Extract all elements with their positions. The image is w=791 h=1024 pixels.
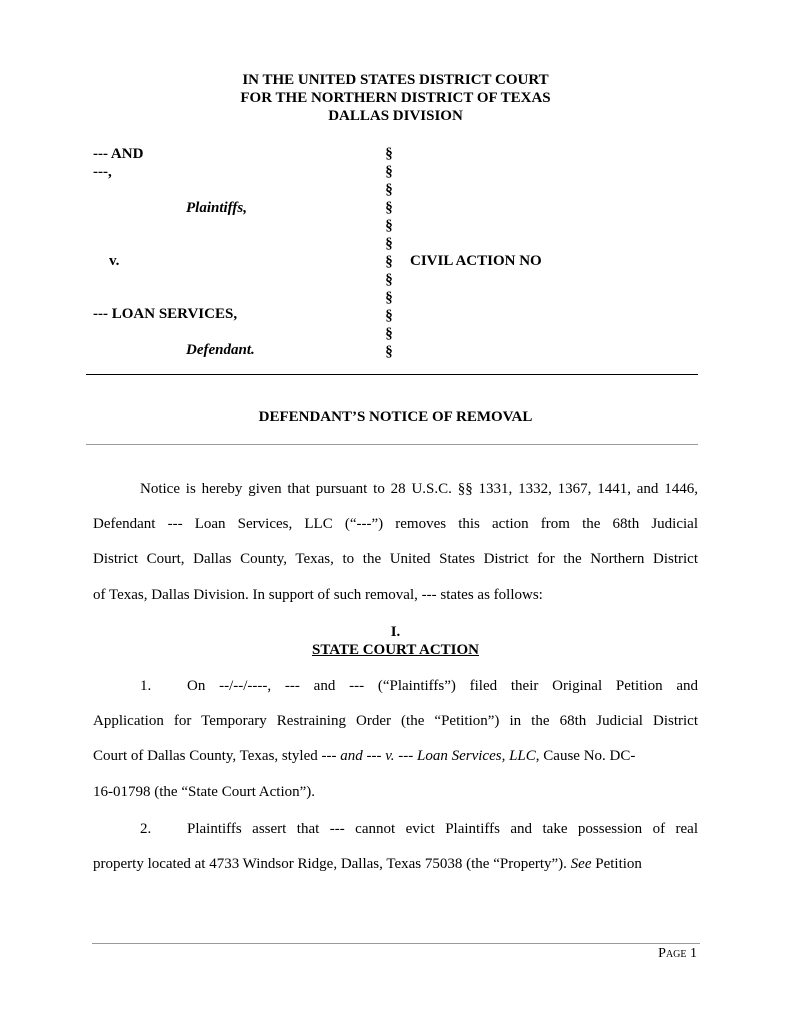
intro-line-1: Notice is hereby given that pursuant to 28 U.S.C. §§ 1331, 1332, 1367, 1441, and 1446, — [140, 481, 698, 497]
section-symbol: § — [385, 254, 393, 270]
section-symbol-column — [382, 145, 396, 361]
court-header-line3: DALLAS DIVISION — [328, 108, 463, 124]
document-title: DEFENDANT’S NOTICE OF REMOVAL — [258, 409, 533, 425]
section-symbol: § — [385, 200, 393, 216]
para2-line-2-c: Petition — [591, 856, 642, 872]
case-style: and --- v. --- Loan Services, LLC — [340, 748, 536, 764]
versus: v. — [109, 253, 120, 269]
section-heading-text: STATE COURT ACTION — [311, 642, 479, 658]
title-divider — [86, 444, 698, 445]
caption-divider — [86, 374, 698, 375]
section-symbol: § — [385, 146, 393, 162]
page-footer — [658, 946, 697, 962]
para1-line-1: On --/--/----, --- and --- (“Plaintiffs”) filed their Original Petition and — [187, 678, 698, 694]
court-header — [0, 71, 791, 125]
para1-number: 1. — [140, 678, 152, 694]
para2-line-2-a: property located at 4733 Windsor Ridge, Dallas, Texas 75038 (the “Property”). — [93, 856, 571, 872]
para2-line-2 — [93, 854, 698, 874]
para1-line-3 — [93, 746, 698, 766]
plaintiffs-label: Plaintiffs, — [186, 200, 247, 216]
page-number: 1 — [690, 946, 697, 961]
plaintiff-name-2: ---, — [93, 164, 112, 180]
section-symbol: § — [385, 164, 393, 180]
see-signal: See — [570, 856, 592, 872]
para1-line-2: Application for Temporary Restraining Order (the “Petition”) in the 68th Judicial District — [93, 713, 698, 729]
para2-line-1: Plaintiffs assert that --- cannot evict Plaintiffs and take possession of real — [187, 821, 698, 837]
footer-divider — [92, 943, 700, 944]
section-symbol: § — [385, 326, 393, 342]
section-symbol: § — [385, 236, 393, 252]
para1-line-3-c: , Cause No. DC- — [535, 748, 636, 764]
para1-line-4: 16-01798 (the “State Court Action”). — [93, 784, 316, 800]
section-numeral: I. — [390, 624, 401, 640]
section-symbol: § — [385, 182, 393, 198]
plaintiff-name-1: --- AND — [93, 146, 144, 162]
page-label: Page — [658, 946, 687, 961]
intro-line-4: of Texas, Dallas Division. In support of such removal, --- states as follows: — [93, 587, 543, 603]
para1-line-3-a: Court of Dallas County, Texas, styled --- — [93, 748, 341, 764]
section-symbol: § — [385, 308, 393, 324]
court-header-line1: IN THE UNITED STATES DISTRICT COURT — [242, 72, 549, 88]
section-symbol: § — [385, 272, 393, 288]
para2-number: 2. — [140, 821, 152, 837]
section-heading — [0, 641, 791, 659]
intro-line-3: District Court, Dallas County, Texas, to the United States District for the Northern District — [93, 551, 698, 567]
court-header-line2: FOR THE NORTHERN DISTRICT OF TEXAS — [240, 90, 551, 106]
section-symbol: § — [385, 218, 393, 234]
section-symbol: § — [385, 290, 393, 306]
intro-line-2: Defendant --- Loan Services, LLC (“---”) removes this action from the 68th Judicial — [93, 516, 698, 532]
section-symbol: § — [385, 344, 393, 360]
civil-action-number: CIVIL ACTION NO — [410, 253, 542, 269]
defendant-name: --- LOAN SERVICES, — [93, 306, 238, 322]
defendant-label: Defendant. — [186, 342, 255, 358]
